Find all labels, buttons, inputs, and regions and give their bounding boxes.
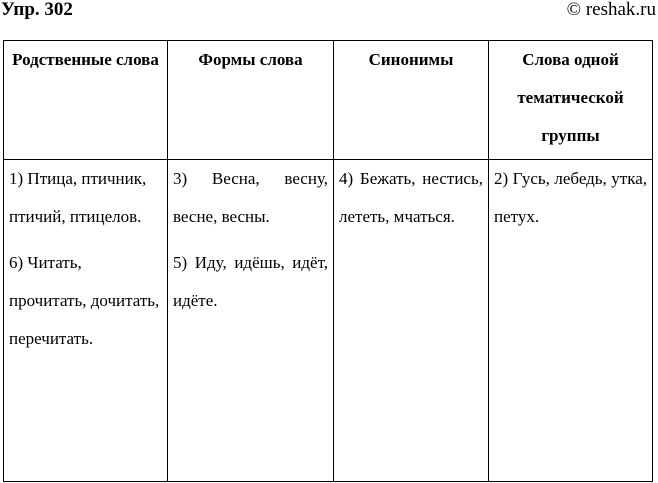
cell-entry: 2) Гусь, лебедь, утка, петух. [494, 169, 647, 226]
source-watermark: © reshak.ru [566, 0, 656, 20]
page-header [0, 0, 658, 24]
cell-word-forms [168, 160, 334, 482]
cell-entry: 5) Иду, идёшь, идёт, идёте. [173, 253, 328, 310]
word-table [3, 40, 653, 482]
table-header-row [4, 41, 653, 160]
column-header-related-words: Родственные слова [4, 41, 168, 160]
cell-entry: 6) Читать, прочитать, дочитать, перечитать. [9, 253, 160, 348]
table-row [4, 160, 653, 482]
column-header-thematic-group: Слова одной тематической группы [489, 41, 653, 160]
cell-synonyms [334, 160, 489, 482]
column-header-synonyms: Синонимы [334, 41, 489, 160]
cell-entry: 3) Весна, весну, весне, весны. [173, 169, 328, 226]
exercise-title: Упр. 302 [1, 0, 73, 20]
cell-entry: 1) Птица, птичник, птичий, птицелов. [9, 169, 147, 226]
column-header-word-forms: Формы слова [168, 41, 334, 160]
cell-entry: 4) Бежать, нестись, лететь, мчаться. [339, 169, 483, 226]
cell-thematic-group [489, 160, 653, 482]
cell-related-words [4, 160, 168, 482]
